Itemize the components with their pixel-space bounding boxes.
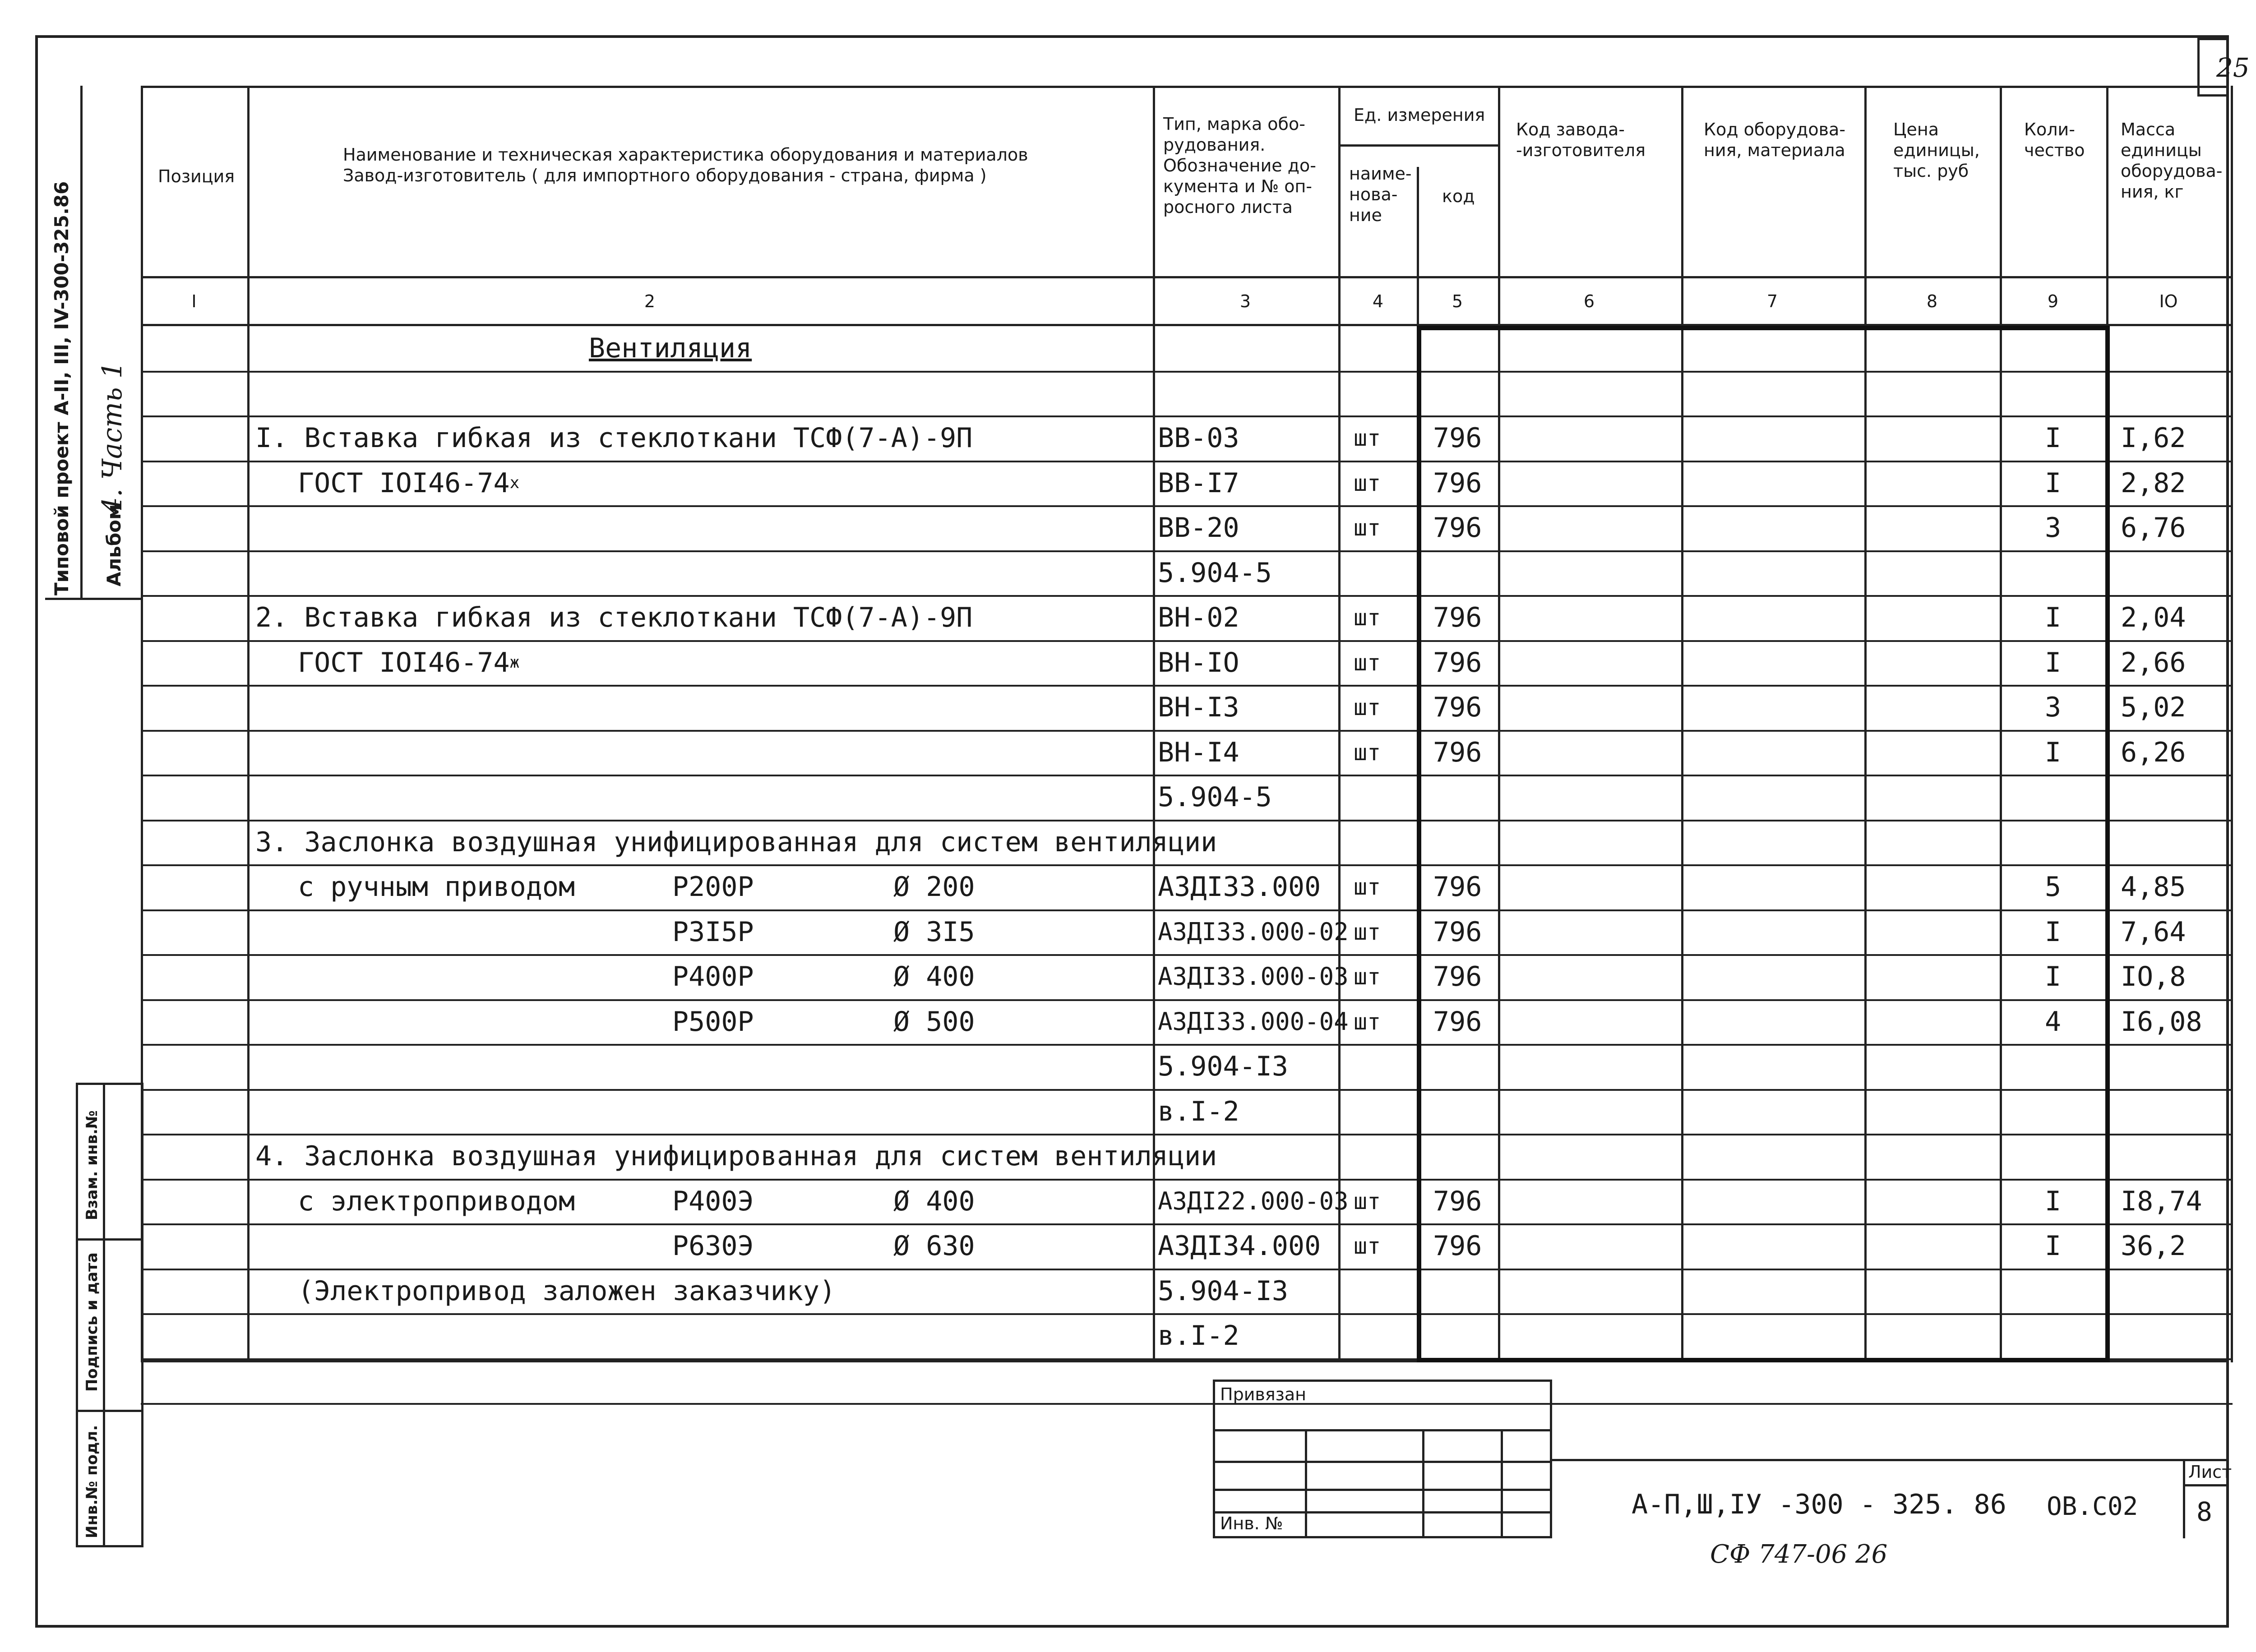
item-mass: 6,76 [2121, 512, 2186, 544]
item-qty: I [2044, 467, 2062, 499]
section-title: Вентиляция [589, 332, 752, 364]
item-type: в.I-2 [1158, 1320, 1239, 1352]
item-unit-code: 796 [1433, 1006, 1482, 1038]
item-unit: шт [1354, 604, 1381, 631]
item-type: в.I-2 [1158, 1095, 1239, 1127]
item-mark: Р500Р [672, 1006, 754, 1038]
item-unit: шт [1354, 873, 1381, 900]
header-mass: Масса единицы оборудова- ния, кг [2121, 120, 2223, 202]
stamp-label-inv: Инв.№ подл. [83, 1425, 101, 1538]
album-value: 4. Часть 1 [97, 361, 128, 514]
item-type: ВН-IO [1158, 646, 1239, 678]
document-code: А-П,Ш,IУ -300 - 325. 86 [1632, 1489, 2006, 1520]
list-label: Лист [2188, 1462, 2232, 1482]
item-unit-code: 796 [1433, 1230, 1482, 1262]
item-type: 5.904-I3 [1158, 1275, 1288, 1307]
item-name: (Электропривод заложен заказчику) [298, 1275, 836, 1307]
header-unit-code: код [1442, 186, 1475, 206]
item-mark: Р200Р [672, 871, 754, 903]
item-type: ВН-I4 [1158, 736, 1239, 768]
item-mass: 2,66 [2121, 646, 2186, 678]
item-name: с ручным приводом [298, 871, 575, 903]
item-name-superscript: x [509, 474, 520, 493]
item-unit: шт [1354, 470, 1381, 496]
column-number: 4 [1372, 291, 1384, 311]
privyazan-vline-3 [1501, 1429, 1503, 1538]
list-box-hline [2183, 1484, 2229, 1486]
footer-note: СФ 747-06 26 [1710, 1539, 1888, 1569]
header-type: Тип, марка обо- рудования. Обозначение до- кумента и № оп- росного листа [1163, 114, 1316, 217]
item-type: АЗДI22.000-03 [1158, 1187, 1349, 1216]
stamp-label-podpis: Подпись и дата [83, 1252, 101, 1392]
item-mark: РЗI5Р [672, 916, 754, 948]
project-title: Типовой проект А-II, III, IV-300-325.86 [51, 181, 73, 595]
item-type: АЗДI33.000-02 [1158, 918, 1349, 946]
item-mass: I,62 [2121, 422, 2186, 454]
album-label: Альбом [103, 504, 125, 586]
left-stamp-divider-v [103, 1083, 105, 1547]
item-diameter: Ø 630 [893, 1230, 975, 1262]
item-qty: I [2044, 960, 2062, 992]
item-unit-code: 796 [1433, 736, 1482, 768]
privyazan-vline-2 [1422, 1429, 1424, 1538]
sheet-number-top: 25 [2216, 52, 2250, 83]
header-price: Цена единицы, тыс. руб [1893, 120, 1980, 181]
title-block-line [1552, 1459, 2229, 1461]
item-qty: 3 [2044, 512, 2062, 544]
side-divider [80, 86, 83, 600]
header-unit: Ед. измерения [1354, 105, 1485, 125]
item-name: ГОСТ IOI46-74 x [298, 467, 520, 499]
item-name: с электроприводом [298, 1185, 575, 1217]
item-mass: 6,26 [2121, 736, 2186, 768]
header-equip-code: Код оборудова- ния, материала [1704, 120, 1846, 160]
item-mass: I8,74 [2121, 1185, 2202, 1217]
item-qty: 5 [2044, 871, 2062, 903]
item-unit-code: 796 [1433, 916, 1482, 948]
item-unit: шт [1354, 963, 1381, 990]
header-name: Наименование и техническая характеристика оборудования и материалов Завод-изготовитель ( для импортного оборудования - страна, фирма ) [343, 145, 1028, 185]
inv-no-label: Инв. № [1220, 1514, 1283, 1533]
item-qty: I [2044, 1185, 2062, 1217]
sheet-code: ОВ.С02 [2047, 1491, 2138, 1521]
item-type: ВВ-03 [1158, 422, 1239, 454]
item-qty: I [2044, 601, 2062, 633]
item-name: 2. Вставка гибкая из стеклоткани ТСФ(7-А)-9П [255, 601, 973, 633]
item-unit-code: 796 [1433, 467, 1482, 499]
item-unit-code: 796 [1433, 422, 1482, 454]
item-mass: I6,08 [2121, 1006, 2202, 1038]
item-type: ВВ-20 [1158, 512, 1239, 544]
item-type: АЗДI33.000-03 [1158, 962, 1349, 991]
column-number: 2 [644, 291, 656, 311]
list-number: 8 [2196, 1496, 2212, 1527]
left-stamp-divider-1 [76, 1238, 143, 1241]
item-diameter: Ø 3I5 [893, 916, 975, 948]
item-mass: 2,82 [2121, 467, 2186, 499]
item-type: ВН-02 [1158, 601, 1239, 633]
item-diameter: Ø 500 [893, 1006, 975, 1038]
item-type: АЗДI34.000 [1158, 1230, 1321, 1262]
item-mass: 4,85 [2121, 871, 2186, 903]
item-unit: шт [1354, 649, 1381, 676]
header-factory-code: Код завода- -изготовителя [1516, 120, 1646, 160]
item-mark: Р630Э [672, 1230, 754, 1262]
item-unit: шт [1354, 694, 1381, 720]
item-name-superscript: ж [509, 653, 520, 672]
item-type: АЗДI33.000 [1158, 871, 1321, 903]
side-divider-bottom [45, 598, 142, 600]
item-qty: I [2044, 422, 2062, 454]
item-mark: Р400Э [672, 1185, 754, 1217]
header-bottom-line [141, 276, 2233, 278]
item-unit: шт [1354, 1008, 1381, 1035]
item-unit: шт [1354, 514, 1381, 541]
item-unit-code: 796 [1433, 691, 1482, 723]
item-unit: шт [1354, 1232, 1381, 1259]
item-name: ГОСТ IOI46-74 ж [298, 646, 520, 678]
column-number: 9 [2047, 291, 2059, 311]
privyazan-label: Привязан [1220, 1384, 1306, 1404]
item-type: АЗДI33.000-04 [1158, 1007, 1349, 1036]
row-line [141, 1403, 2233, 1405]
item-diameter: Ø 400 [893, 1185, 975, 1217]
item-qty: I [2044, 916, 2062, 948]
item-type: ВВ-I7 [1158, 467, 1239, 499]
item-diameter: Ø 200 [893, 871, 975, 903]
item-unit-code: 796 [1433, 1185, 1482, 1217]
item-name: 4. Заслонка воздушная унифицированная для систем вентиляции [255, 1140, 1217, 1172]
item-diameter: Ø 400 [893, 960, 975, 992]
item-mass: 5,02 [2121, 691, 2186, 723]
stamp-label-vzam: Взам. инв.№ [83, 1110, 101, 1220]
item-mark: Р400Р [672, 960, 754, 992]
highlight-region [1417, 326, 2110, 1362]
header-unit-name: наиме- нова- ние [1349, 164, 1412, 225]
item-qty: 4 [2044, 1006, 2062, 1038]
item-qty: I [2044, 646, 2062, 678]
column-number: 5 [1452, 291, 1463, 311]
item-unit: шт [1354, 739, 1381, 766]
header-position: Позиция [158, 166, 235, 186]
item-mass: 36,2 [2121, 1230, 2186, 1262]
item-unit-code: 796 [1433, 512, 1482, 544]
item-name: 3. Заслонка воздушная унифицированная для систем вентиляции [255, 826, 1217, 858]
item-qty: 3 [2044, 691, 2062, 723]
item-mass: 2,04 [2121, 601, 2186, 633]
item-unit-code: 796 [1433, 960, 1482, 992]
item-unit-code: 796 [1433, 601, 1482, 633]
column-number: IO [2159, 291, 2178, 311]
item-qty: I [2044, 1230, 2062, 1262]
item-type: 5.904-I3 [1158, 1050, 1288, 1082]
left-stamp-divider-2 [76, 1410, 143, 1412]
header-qty: Коли- чество [2024, 120, 2085, 160]
item-unit-code: 796 [1433, 871, 1482, 903]
item-mass: 7,64 [2121, 916, 2186, 948]
item-name: I. Вставка гибкая из стеклоткани ТСФ(7-А)-9П [255, 422, 973, 454]
item-type: ВН-I3 [1158, 691, 1239, 723]
column-number: 6 [1583, 291, 1595, 311]
column-number: 3 [1239, 291, 1251, 311]
column-number: 7 [1766, 291, 1778, 311]
item-type: 5.904-5 [1158, 781, 1272, 813]
item-unit: шт [1354, 918, 1381, 945]
item-unit-code: 796 [1433, 646, 1482, 678]
item-mass: IO,8 [2121, 960, 2186, 992]
column-number: 8 [1926, 291, 1938, 311]
item-unit: шт [1354, 425, 1381, 451]
list-box-vline [2183, 1459, 2185, 1538]
item-unit: шт [1354, 1188, 1381, 1214]
privyazan-vline-1 [1305, 1429, 1307, 1538]
column-number: I [191, 291, 197, 311]
unit-header-line [1338, 144, 1498, 147]
item-type: 5.904-5 [1158, 557, 1272, 589]
item-qty: I [2044, 736, 2062, 768]
